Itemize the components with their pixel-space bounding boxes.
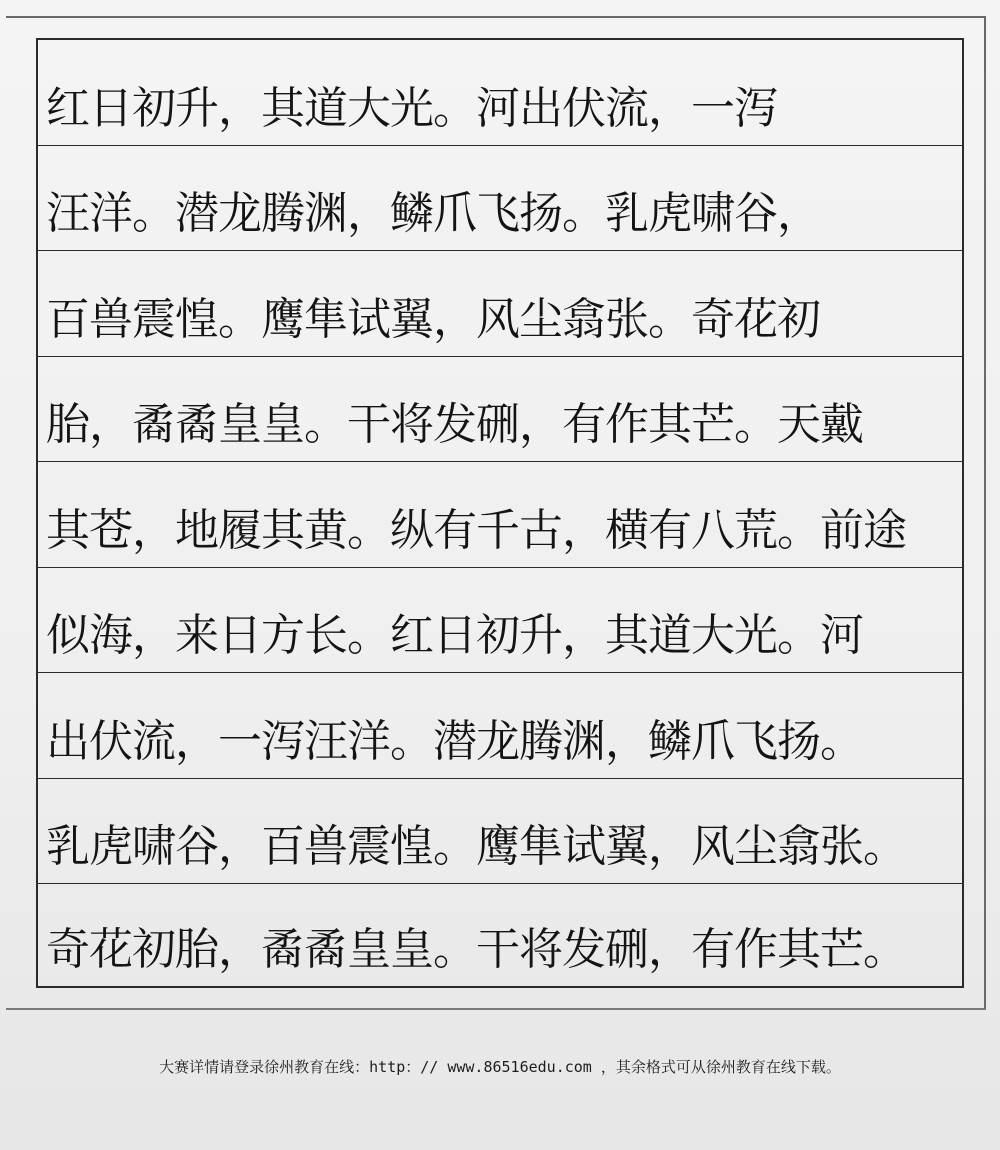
handwritten-line: 汪洋。潜龙腾渊，鳞爪飞扬。乳虎啸谷， bbox=[46, 188, 820, 239]
grid-row bbox=[38, 462, 962, 568]
handwritten-line: 其苍，地履其黄。纵有千古，横有八荒。前途 bbox=[46, 504, 906, 556]
grid-row bbox=[38, 40, 962, 146]
handwritten-line: 奇花初胎，矞矞皇皇。干将发硎，有作其芒。 bbox=[46, 924, 906, 975]
grid-row bbox=[38, 568, 962, 674]
grid-row bbox=[38, 146, 962, 252]
writing-grid bbox=[36, 38, 964, 988]
grid-row bbox=[38, 357, 962, 463]
grid-row bbox=[38, 251, 962, 357]
handwritten-line: 胎，矞矞皇皇。干将发硎，有作其芒。天戴 bbox=[46, 399, 863, 450]
handwritten-line: 出伏流，一泻汪洋。潜龙腾渊，鳞爪飞扬。 bbox=[46, 715, 863, 767]
handwritten-line: 似海，来日方长。红日初升，其道大光。河 bbox=[46, 610, 863, 661]
grid-row bbox=[38, 884, 962, 986]
handwritten-line: 红日初升，其道大光。河出伏流，一泻 bbox=[46, 82, 777, 134]
footer-note: 大赛详情请登录徐州教育在线：http：// www.86516edu.com ，其余格式可从徐州教育在线下载。 bbox=[159, 1058, 841, 1076]
handwritten-line: 百兽震惶。鹰隼试翼，风尘翕张。奇花初 bbox=[46, 293, 820, 345]
handwritten-line: 乳虎啸谷，百兽震惶。鹰隼试翼，风尘翕张。 bbox=[46, 821, 906, 872]
grid-row bbox=[38, 673, 962, 779]
grid-row bbox=[38, 779, 962, 885]
